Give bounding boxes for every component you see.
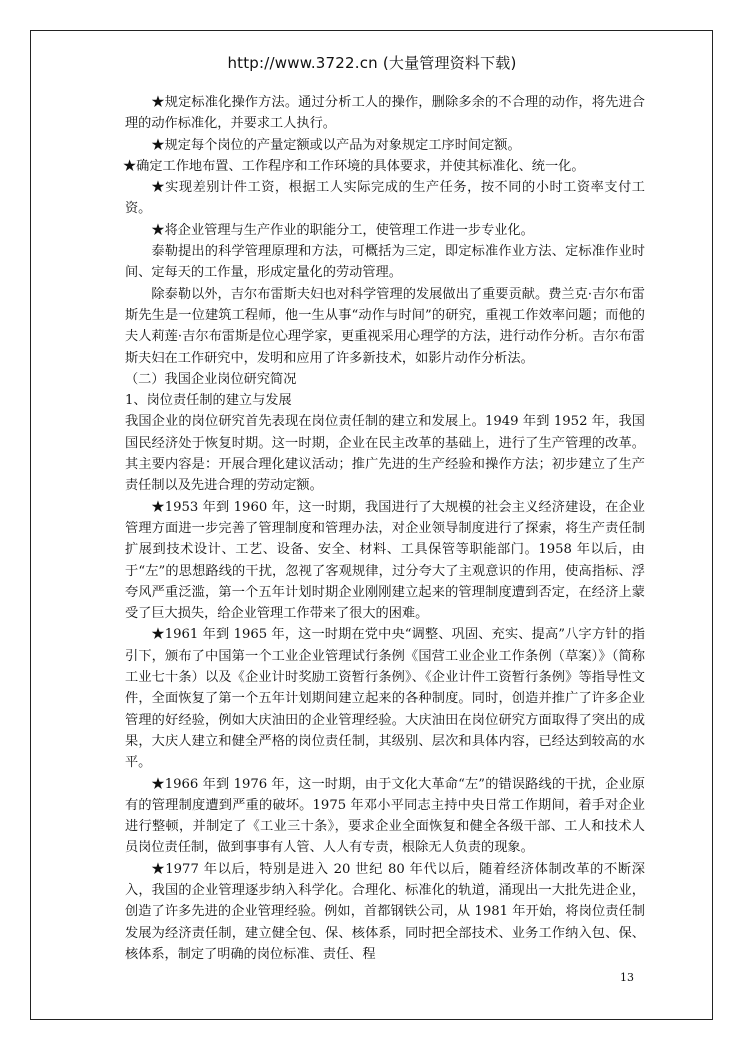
paragraph-1977: ★1977 年以后，特别是进入 20 世纪 80 年代以后，随着经济体制改革的不断深入，我国的企业管理逐步纳入科学化。合理化、标准化的轨道，涌现出一大批先进企业，创造了许多先进的企业管理经验。例如，首都钢铁公司，从 1981 年开始，将岗位责任制发展为经济责任制，建立健全包、保、核体系，同时把全部技术、业务工作纳入包、保、核体系，制定了明确的岗位标准、责任、程 [125,861,645,962]
paragraph-1966-1976: ★1966 年到 1976 年，这一时期，由于文化大革命“左”的错误路线的干扰，企业原有的管理制度遭到严重的破坏。1975 年邓小平同志主持中央日常工作期间，着手对企业进行整顿，并制定了《工业三十条》，要求企业全面恢复和健全各级干部、工人和技术人员岗位责任制，做到事事有人管、人人有专责，根除无人负责的现象。 [125,776,645,856]
paragraph-gilbreth: 除泰勒以外，吉尔布雷斯夫妇也对科学管理的发展做出了重要贡献。费兰克·吉尔布雷斯先生是一位建筑工程师，他一生从事“动作与时间”的研究，重视工作效率问题；而他的夫人莉莲·吉尔布雷斯是位心理学家，更重视采用心理学的方法，进行动作分析。吉尔布雷斯夫妇在工作研究中，发明和应用了许多新技术，如影片动作分析法。 [125,286,645,366]
paragraph-division: ★将企业管理与生产作业的职能分工，使管理工作进一步专业化。 [151,222,534,238]
paragraph-1961-1965: ★1961 年到 1965 年，这一时期在党中央“调整、巩固、充实、提高”八字方针的指引下，颁布了中国第一个工业企业管理试行条例《国营工业企业工作条例（草案）》（简称工业七十条）以及《企业计时奖励工资暂行条例》、《企业计件工资暂行条例》等指导性文件，全面恢复了第一个五年计划期间建立起来的各种制度。同时，创造并推广了许多企业管理的好经验，例如大庆油田的企业管理经验。大庆油田在岗位研究方面取得了突出的成果，大庆人建立和健全严格的岗位责任制，其级别、层次和具体内容，已经达到较高的水平。 [125,627,645,771]
section-heading: （二）我国企业岗位研究简况 [125,371,297,387]
paragraph-taylor-summary: 泰勒提出的科学管理原理和方法，可概括为三定，即定标准作业方法、定标准作业时间、定每天的工作量，形成定量化的劳动管理。 [125,244,645,281]
paragraph-1953-1960: ★1953 年到 1960 年，这一时期，我国进行了大规模的社会主义经济建设，在企业管理方面进一步完善了管理制度和管理办法，对企业领导制度进行了探索，将生产责任制扩展到技术设计、工艺、设备、安全、材料、工具保管等职能部门。1958 年以后，由于“左”的思想路线的干扰，忽视了客观规律，过分夸大了主观意识的作用，使高指标、浮夸风严重泛滥，第一个五年计划时期企业刚刚建立起来的管理制度遭到否定，在经济上蒙受了巨大损失，给企业管理工作带来了很大的困难。 [125,499,645,622]
paragraph-1949-1952: 我国企业的岗位研究首先表现在岗位责任制的建立和发展上。1949 年到 1952 年，我国国民经济处于恢复时期。这一时期，企业在民主改革的基础上，进行了生产管理的改革。其主要内容是：开展合理化建议活动；推广先进的生产经验和操作方法；初步建立了生产责任制以及先进合理的劳动定额。 [125,414,645,494]
paragraph-piece-wage: ★实现差别计件工资，根据工人实际完成的生产任务，按不同的小时工资率支付工资。 [125,180,645,217]
page-number: 13 [620,971,634,984]
paragraph-standard-operation: ★规定标准化操作方法。通过分析工人的操作，删除多余的不合理的动作，将先进合理的动作标准化，并要求工人执行。 [125,95,645,132]
paragraph-quota: ★规定每个岗位的产量定额或以产品为对象规定工序时间定额。 [151,137,521,153]
paragraph-workplace: ★确定工作地布置、工作程序和工作环境的具体要求，并使其标准化、统一化。 [123,158,585,174]
subsection-heading: 1、岗位责任制的建立与发展 [125,393,292,409]
document-body [125,92,645,965]
page-header-url: http://www.3722.cn (大量管理资料下载) [227,54,517,72]
